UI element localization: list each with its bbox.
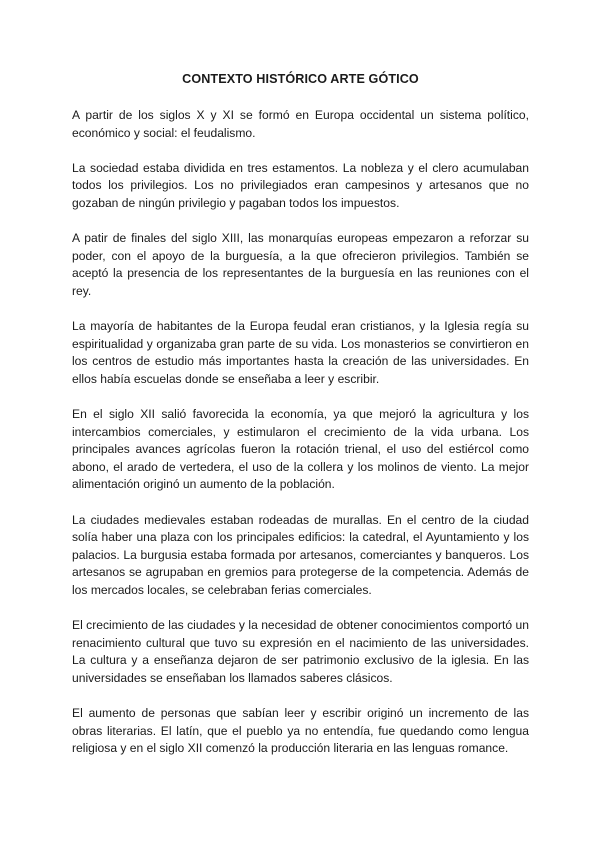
paragraph-iglesia: La mayoría de habitantes de la Europa feudal eran cristianos, y la Iglesia regía su espiritualidad y organizaba gran parte de su vida. Los monasterios se convirtieron en los centros de estudio más importantes hasta la creación de las universidades. En ellos había escuelas donde se enseñaba a leer y escribir.: [72, 319, 529, 386]
paragraph-monarquias: A patir de finales del siglo XIII, las monarquías europeas empezaron a reforzar su poder, con el apoyo de la burguesía, a la que ofrecieron privilegios. También se aceptó la presencia de los representantes de la burguesía en las reuniones con el rey.: [72, 231, 529, 298]
paragraph-economia: En el siglo XII salió favorecida la economía, ya que mejoró la agricultura y los intercambios comerciales, y estimularon el crecimiento de la vida urbana. Los principales avances agrícolas fueron la rotación trienal, el uso del estiércol como abono, el arado de vertedera, el uso de la collera y los molinos de viento. La mejor alimentación originó un aumento de la población.: [72, 407, 529, 492]
paragraph-feudalismo: A partir de los siglos X y XI se formó en Europa occidental un sistema político, económico y social: el feudalismo.: [72, 108, 529, 140]
paragraph-ciudades: La ciudades medievales estaban rodeadas de murallas. En el centro de la ciudad solía haber una plaza con los principales edificios: la catedral, el Ayuntamiento y los palacios. La burgusia estaba formada por artesanos, comerciantes y banqueros. Los artesanos se agrupaban en gremios para protegerse de la competencia. Además de los mercados locales, se celebraban ferias comerciales.: [72, 512, 529, 598]
paragraph-literatura: El aumento de personas que sabían leer y escribir originó un incremento de las obras literarias. El latín, que el pueblo ya no entendía, fue quedando como lengua religiosa y en el siglo XII comenzó la producción literaria en las lenguas romance.: [72, 706, 529, 756]
paragraph-universidades: El crecimiento de las ciudades y la necesidad de obtener conocimientos comportó un renacimiento cultural que tuvo su expresión en el nacimiento de las universidades. La cultura y a enseñanza dejaron de ser patrimonio exclusivo de la iglesia. En las universidades se enseñaban los llamados saberes clásicos.: [72, 618, 529, 685]
document-title: CONTEXTO HISTÓRICO ARTE GÓTICO: [182, 72, 419, 86]
document-page: [72, 70, 529, 776]
paragraph-estamentos: La sociedad estaba dividida en tres estamentos. La nobleza y el clero acumulaban todos los privilegios. Los no privilegiados eran campesinos y artesanos que no gozaban de ningún privilegio y pagaban todos los impuestos.: [72, 160, 529, 210]
